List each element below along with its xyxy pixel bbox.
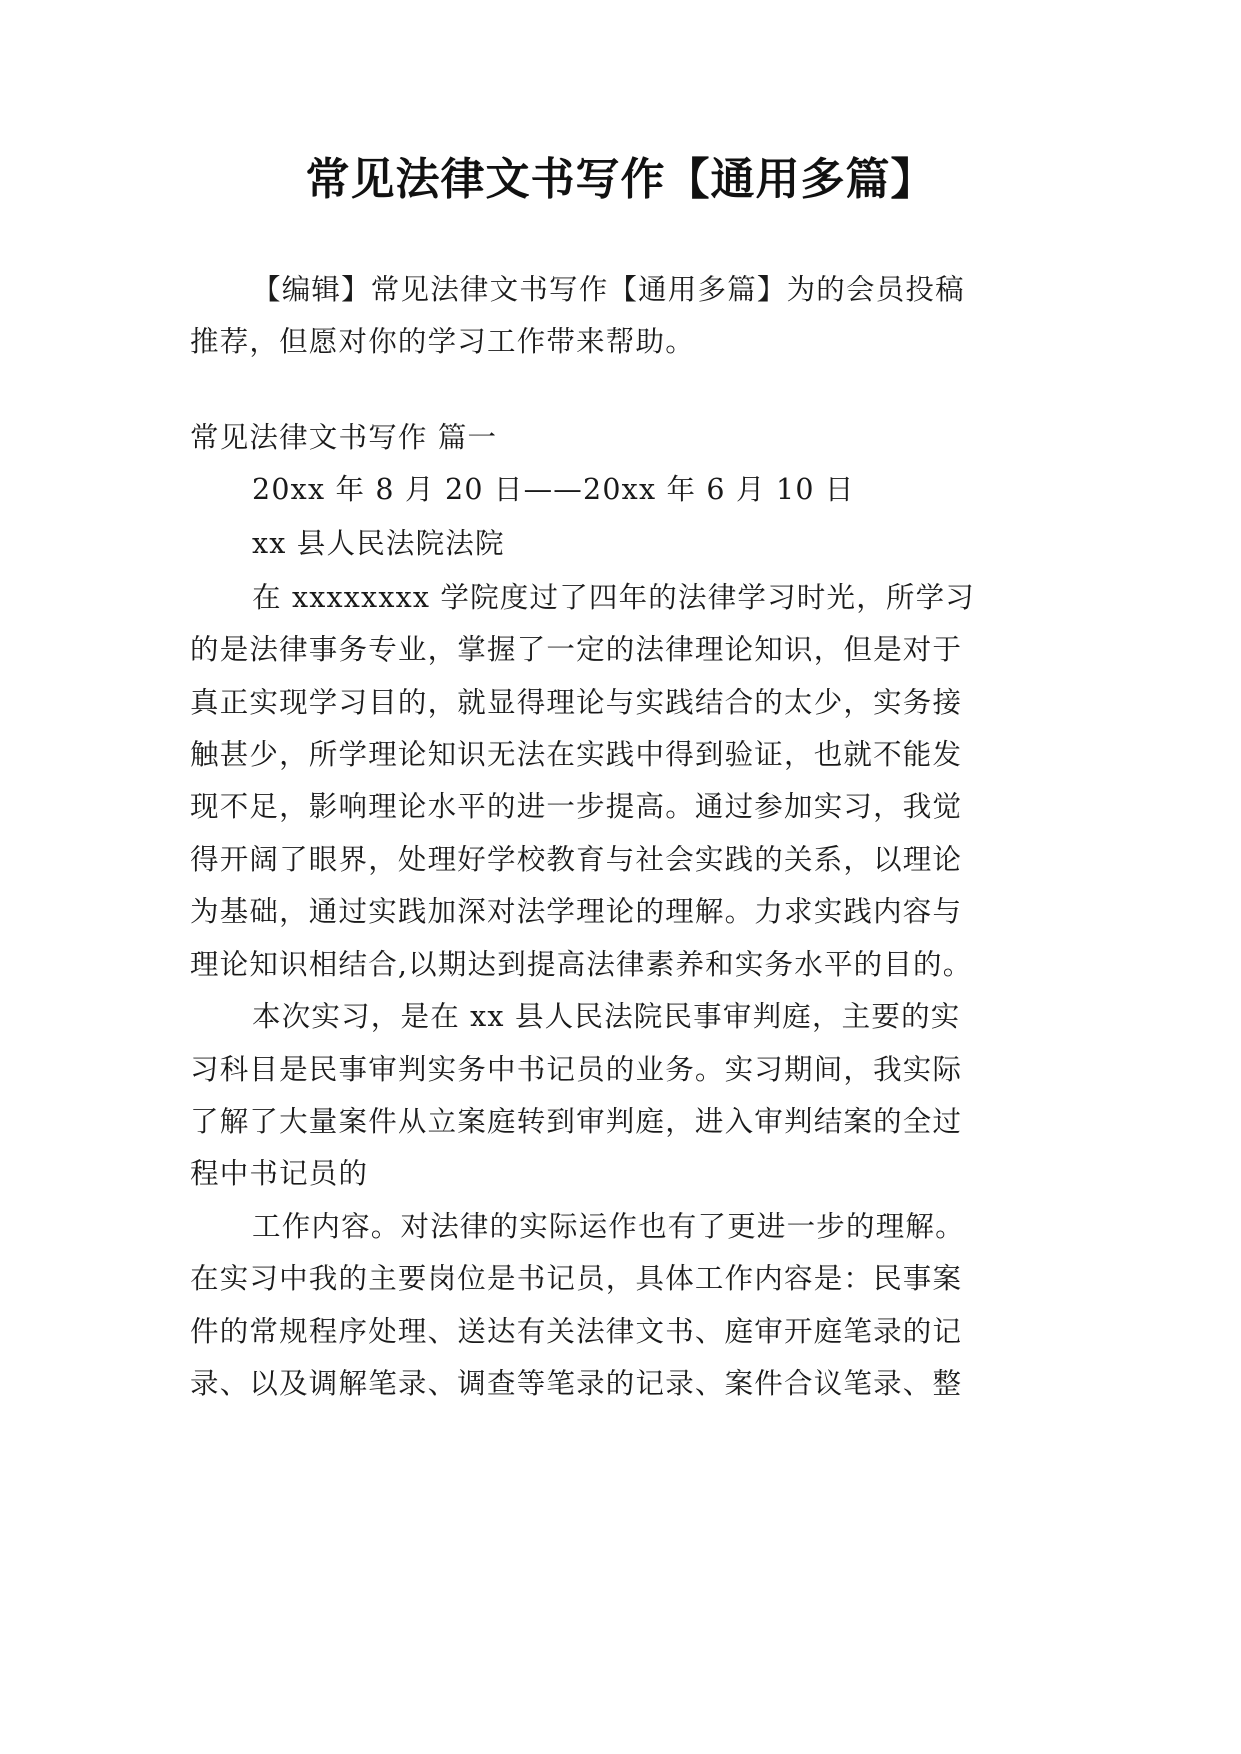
paragraph-line: 习科目是民事审判实务中书记员的业务。实习期间，我实际: [190, 1053, 963, 1086]
paragraph-line: 现不足，影响理论水平的进一步提高。通过参加实习，我觉: [190, 790, 963, 823]
court-name-line: xx 县人民法院法院: [252, 527, 505, 560]
paragraph-line: 了解了大量案件从立案庭转到审判庭，进入审判结案的全过: [190, 1105, 963, 1138]
paragraph-line: 理论知识相结合,以期达到提高法律素养和实务水平的目的。: [190, 948, 973, 981]
paragraph-line: 在实习中我的主要岗位是书记员，具体工作内容是：民事案: [190, 1262, 963, 1295]
intro-line: 【编辑】常见法律文书写作【通用多篇】为的会员投稿: [252, 273, 965, 306]
paragraph-line: 件的常规程序处理、送达有关法律文书、庭审开庭笔录的记: [190, 1315, 963, 1348]
intro-line: 推荐，但愿对你的学习工作带来帮助。: [190, 325, 695, 358]
document-title: 常见法律文书写作【通用多篇】: [305, 154, 936, 205]
paragraph-line: 为基础，通过实践加深对法学理论的理解。力求实践内容与: [190, 895, 963, 928]
paragraph-line: 在 xxxxxxxx 学院度过了四年的法律学习时光，所学习: [252, 581, 976, 614]
paragraph-line: 录、以及调解笔录、调查等笔录的记录、案件合议笔录、整: [190, 1367, 963, 1400]
paragraph-line: 真正实现学习目的，就显得理论与实践结合的太少，实务接: [190, 686, 963, 719]
paragraph-line: 得开阔了眼界，处理好学校教育与社会实践的关系，以理论: [190, 843, 963, 876]
paragraph-line: 的是法律事务专业，掌握了一定的法律理论知识，但是对于: [190, 633, 963, 666]
paragraph-line: 程中书记员的: [190, 1157, 369, 1190]
paragraph-line: 工作内容。对法律的实际运作也有了更进一步的理解。: [252, 1210, 965, 1243]
date-range-line: 20xx 年 8 月 20 日——20xx 年 6 月 10 日: [252, 473, 855, 506]
paragraph-line: 触甚少，所学理论知识无法在实践中得到验证，也就不能发: [190, 738, 963, 771]
paragraph-line: 本次实习，是在 xx 县人民法院民事审判庭，主要的实: [252, 1000, 961, 1033]
section-heading: 常见法律文书写作 篇一: [190, 421, 498, 454]
